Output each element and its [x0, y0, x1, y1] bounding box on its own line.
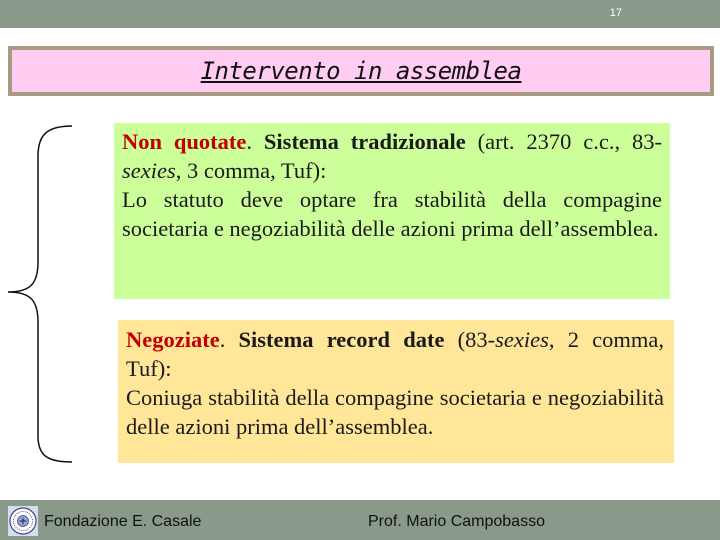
box2-lead-sep: . [219, 327, 239, 352]
page-number: 17 [609, 7, 622, 19]
footer-foundation-name: Fondazione E. Casale [44, 513, 202, 530]
title-box [8, 46, 714, 96]
box1-lead-bold: Sistema tradizionale [263, 129, 466, 154]
footer-professor-name: Prof. Mario Campobasso [368, 513, 545, 530]
box1-text-italic: sexies [122, 158, 176, 183]
box1-lead-sep: . [246, 129, 264, 154]
box1-heading-line [122, 127, 662, 185]
curly-brace-icon [0, 0, 110, 470]
box2-heading-line [126, 325, 664, 383]
box1-lead-red: Non quotate [122, 129, 247, 154]
foundation-seal-icon [8, 506, 38, 536]
box2-lead-bold: Sistema record date [238, 327, 445, 352]
unlisted-companies-box [114, 123, 670, 299]
listed-companies-box [118, 320, 674, 463]
box2-paragraph: Coniuga stabilità della compagine societaria e negoziabilità delle azioni prima dell’assemblea. [126, 385, 664, 439]
footer-bar [0, 500, 720, 540]
slide-title: Intervento in assemblea [200, 57, 522, 85]
box2-text-italic: sexies [495, 327, 549, 352]
box2-text-a: (83- [444, 327, 496, 352]
box1-text-b: , 3 comma, Tuf): [175, 158, 327, 183]
box1-text-a: (art. 2370 c.c., 83- [465, 129, 662, 154]
box2-lead-red: Negoziate [126, 327, 220, 352]
box2-text-b: , 2 comma, Tuf): [126, 327, 665, 381]
box1-paragraph: Lo statuto deve optare fra stabilità della compagine societaria e negoziabilità delle azioni prima dell’assemblea. [122, 187, 662, 241]
